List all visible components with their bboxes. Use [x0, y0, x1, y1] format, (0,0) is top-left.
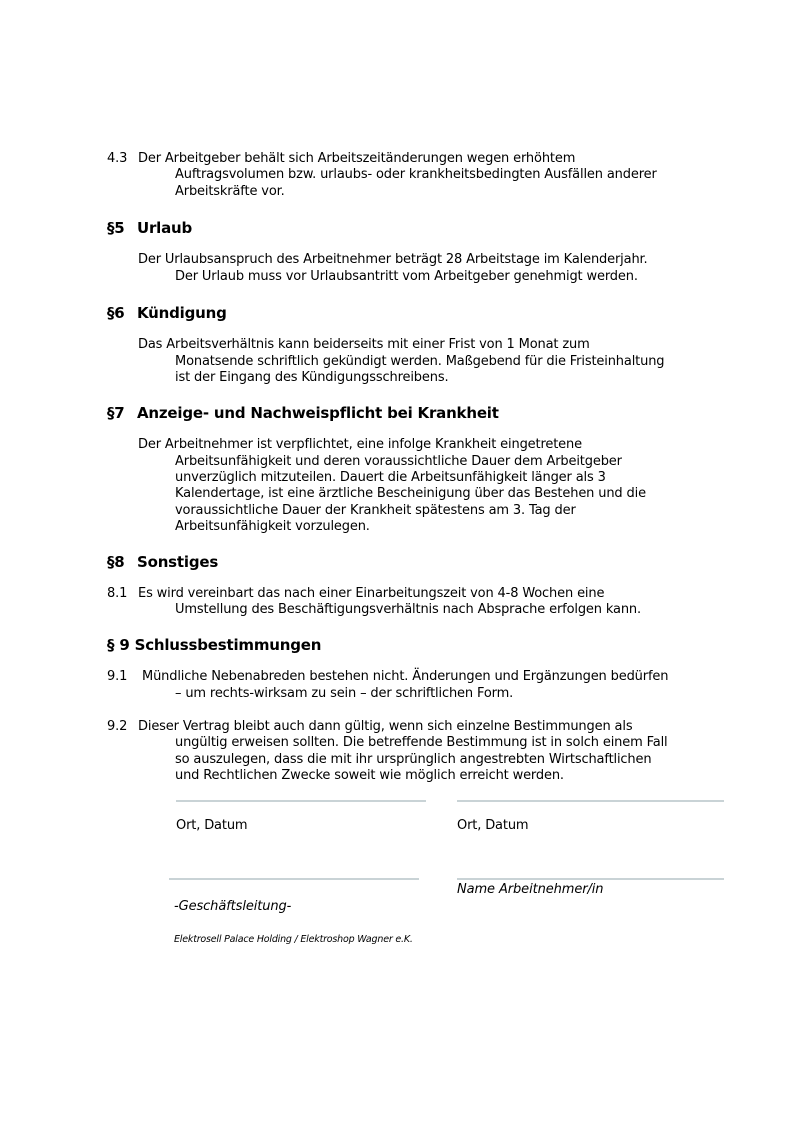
item-9-2-line-4: und Rechtlichen Zwecke soweit wie möglich erreicht werden. [175, 768, 564, 783]
section-7-number: §7 [107, 404, 125, 422]
section-6-heading [107, 304, 227, 322]
item-4-3-line-2: Auftragsvolumen bzw. urlaubs- oder krankheitsbedingten Ausfällen anderer [175, 167, 657, 182]
item-8-1-line-2: Umstellung des Beschäftigungsverhältnis nach Absprache erfolgen kann. [175, 602, 641, 617]
signature-line-top-left [176, 800, 426, 802]
section-6-line-1: Das Arbeitsverhältnis kann beiderseits mit einer Frist von 1 Monat zum [138, 337, 590, 352]
section-7-line-5: voraussichtliche Dauer der Krankheit spätestens am 3. Tag der [175, 503, 576, 518]
section-9-title: Schlussbestimmungen [134, 636, 322, 654]
section-9-number: § 9 [107, 636, 130, 654]
signature-line-management [169, 878, 419, 880]
section-6-line-2: Monatsende schriftlich gekündigt werden. Maßgebend für die Fristeinhaltung [175, 354, 665, 369]
section-5-number: §5 [107, 219, 125, 237]
section-7-line-3: unverzüglich mitzuteilen. Dauert die Arbeitsunfähigkeit länger als 3 [175, 470, 606, 485]
signature-line-employee [457, 878, 724, 880]
item-9-1-number: 9.1 [107, 669, 128, 684]
section-7-line-2: Arbeitsunfähigkeit und deren voraussichtliche Dauer dem Arbeitgeber [175, 454, 622, 469]
section-7-line-1: Der Arbeitnehmer ist verpflichtet, eine infolge Krankheit eingetretene [138, 437, 582, 452]
item-9-1-line-1: Mündliche Nebenabreden bestehen nicht. Änderungen und Ergänzungen bedürfen [142, 669, 669, 684]
section-8-number: §8 [107, 553, 125, 571]
section-5-line-2: Der Urlaub muss vor Urlaubsantritt vom Arbeitgeber genehmigt werden. [175, 269, 638, 284]
item-8-1-line-1: Es wird vereinbart das nach einer Einarbeitungszeit von 4-8 Wochen eine [138, 586, 605, 601]
section-9-heading [107, 636, 321, 654]
item-9-2-line-1: Dieser Vertrag bleibt auch dann gültig, wenn sich einzelne Bestimmungen als [138, 719, 633, 734]
section-6-line-3: ist der Eingang des Kündigungsschreibens. [175, 370, 449, 385]
item-4-3-number: 4.3 [107, 151, 128, 166]
employee-name-label: Name Arbeitnehmer/in [457, 882, 604, 897]
section-7-line-6: Arbeitsunfähigkeit vorzulegen. [175, 519, 370, 534]
item-8-1-number: 8.1 [107, 586, 128, 601]
section-5-line-1: Der Urlaubsanspruch des Arbeitnehmer beträgt 28 Arbeitstage im Kalenderjahr. [138, 252, 648, 267]
item-4-3-line-1: Der Arbeitgeber behält sich Arbeitszeitänderungen wegen erhöhtem [138, 151, 576, 166]
item-9-2-number: 9.2 [107, 719, 128, 734]
section-8-heading [107, 553, 218, 571]
place-date-label-left: Ort, Datum [176, 818, 248, 833]
place-date-label-right: Ort, Datum [457, 818, 529, 833]
management-label: -Geschäftsleitung- [174, 899, 292, 914]
item-9-2-line-2: ungültig erweisen sollten. Die betreffende Bestimmung ist in solch einem Fall [175, 735, 668, 750]
section-7-heading [107, 404, 499, 422]
section-7-line-4: Kalendertage, ist eine ärztliche Bescheinigung über das Bestehen und die [175, 486, 646, 501]
section-8-title: Sonstiges [137, 553, 219, 571]
section-7-title: Anzeige- und Nachweispflicht bei Krankheit [137, 404, 499, 422]
company-name: Elektrosell Palace Holding / Elektroshop Wagner e.K. [174, 934, 413, 945]
signature-line-top-right [457, 800, 724, 802]
item-9-2-line-3: so auszulegen, dass die mit ihr ursprünglich angestrebten Wirtschaftlichen [175, 752, 652, 767]
section-6-title: Kündigung [137, 304, 227, 322]
item-9-1-line-2: – um rechts-wirksam zu sein – der schriftlichen Form. [175, 686, 514, 701]
section-6-number: §6 [107, 304, 125, 322]
section-5-heading [107, 219, 192, 237]
section-5-title: Urlaub [137, 219, 193, 237]
item-4-3-line-3: Arbeitskräfte vor. [175, 184, 285, 199]
